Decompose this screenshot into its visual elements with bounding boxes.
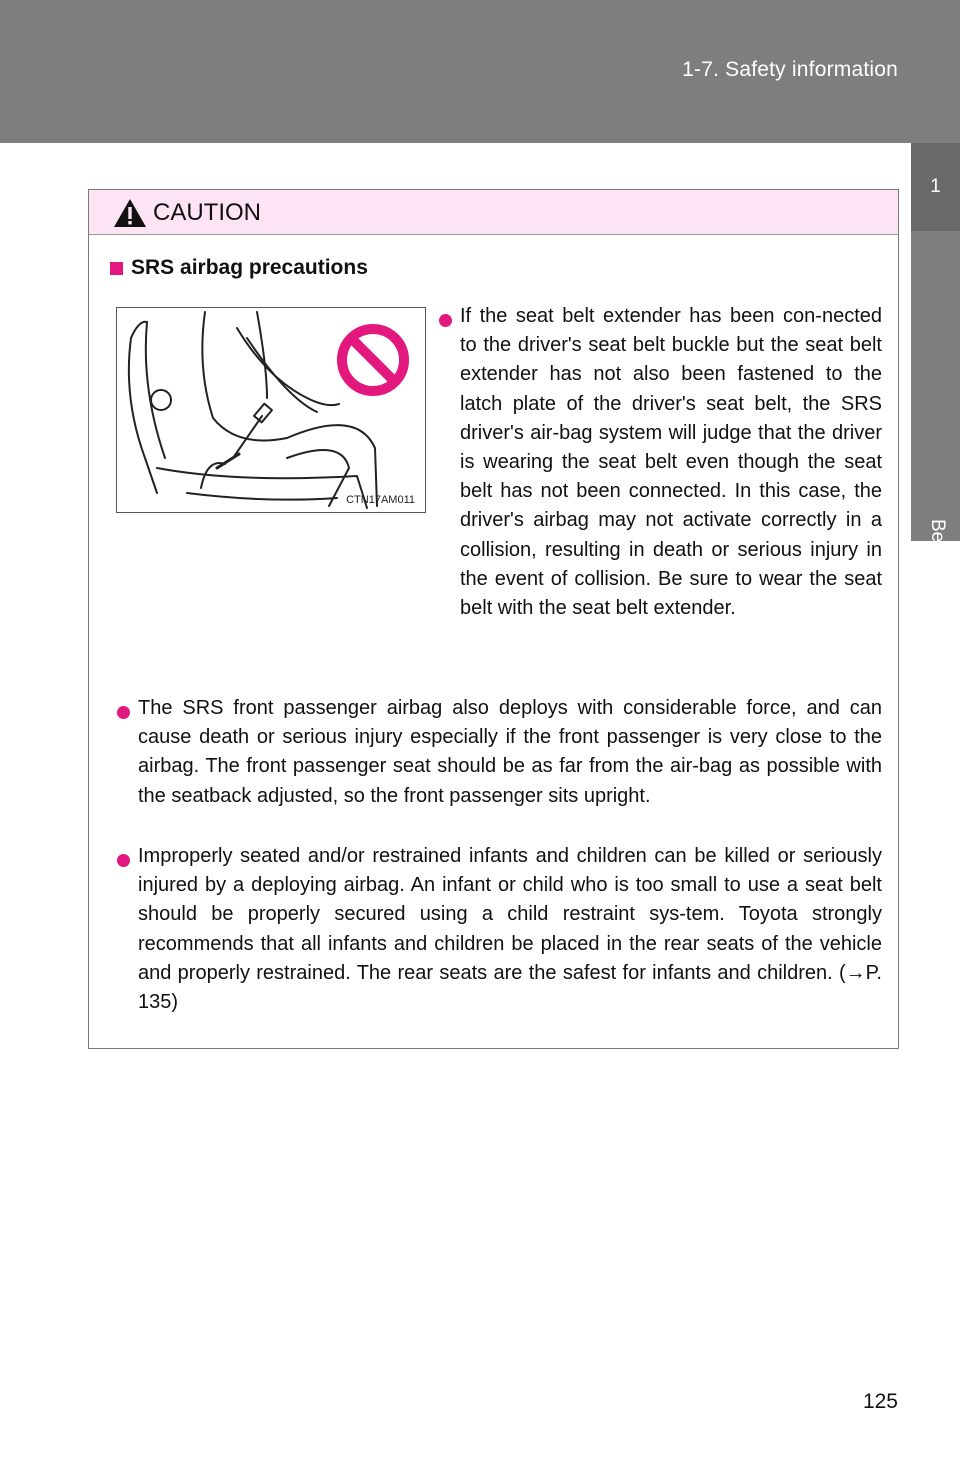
bullet-text-infants-children: Improperly seated and/or restrained infants and children can be killed or seriously injured by a deploying airbag. An infant or child who is too small to use a seat belt should be properly secured using a child restraint sys-tem. Toyota strongly recommends that all infants and children be placed in the rear seats of the vehicle and properly restrained. The rear seats are the safest for infants and children. (→P. 135) [138, 845, 882, 1014]
chapter-label: Before driving [927, 519, 948, 637]
chapter-side-tab [911, 143, 960, 637]
section-title: 1-7. Safety information [682, 58, 898, 81]
caution-box [88, 189, 899, 1049]
caution-title: CAUTION [153, 199, 261, 226]
seat-belt-extender-illustration [116, 307, 426, 513]
bullet-text-passenger-airbag: The SRS front passenger airbag also deploys with considerable force, and can cause death or serious injury especially if the front passenger is very close to the airbag. The front passenger seat should be as far from the air-bag as possible with the seatback adjusted, so the front passenger sits upright. [138, 697, 882, 807]
chapter-number: 1 [930, 176, 941, 197]
seated-driver-illustration [117, 308, 425, 512]
prohibition-icon [342, 329, 404, 391]
bullet-text-seat-belt-extender: If the seat belt extender has been con-nected to the driver's seat belt buckle but the seat belt extender has not also been fastened to the latch plate of the driver's seat belt, the SRS driver's air-bag system will judge that the driver is wearing the seat belt even though the seat belt has not been connected. In this case, the driver's airbag may not activate correctly in a collision, resulting in death or serious injury in the event of collision. Be sure to wear the seat belt with the seat belt extender. [460, 305, 882, 620]
illustration-code: CTN17AM011 [346, 494, 415, 506]
page-number: 125 [862, 1390, 898, 1413]
bullet-icon [117, 854, 130, 867]
header-band [0, 0, 960, 143]
subhead [110, 256, 368, 280]
warning-triangle-icon [113, 198, 147, 228]
caution-header [89, 190, 898, 235]
bullet-icon [117, 706, 130, 719]
square-bullet-icon [110, 262, 123, 275]
chapter-number-box [911, 143, 960, 231]
bullet-icon [439, 314, 452, 327]
subhead-text: SRS airbag precautions [131, 256, 368, 279]
